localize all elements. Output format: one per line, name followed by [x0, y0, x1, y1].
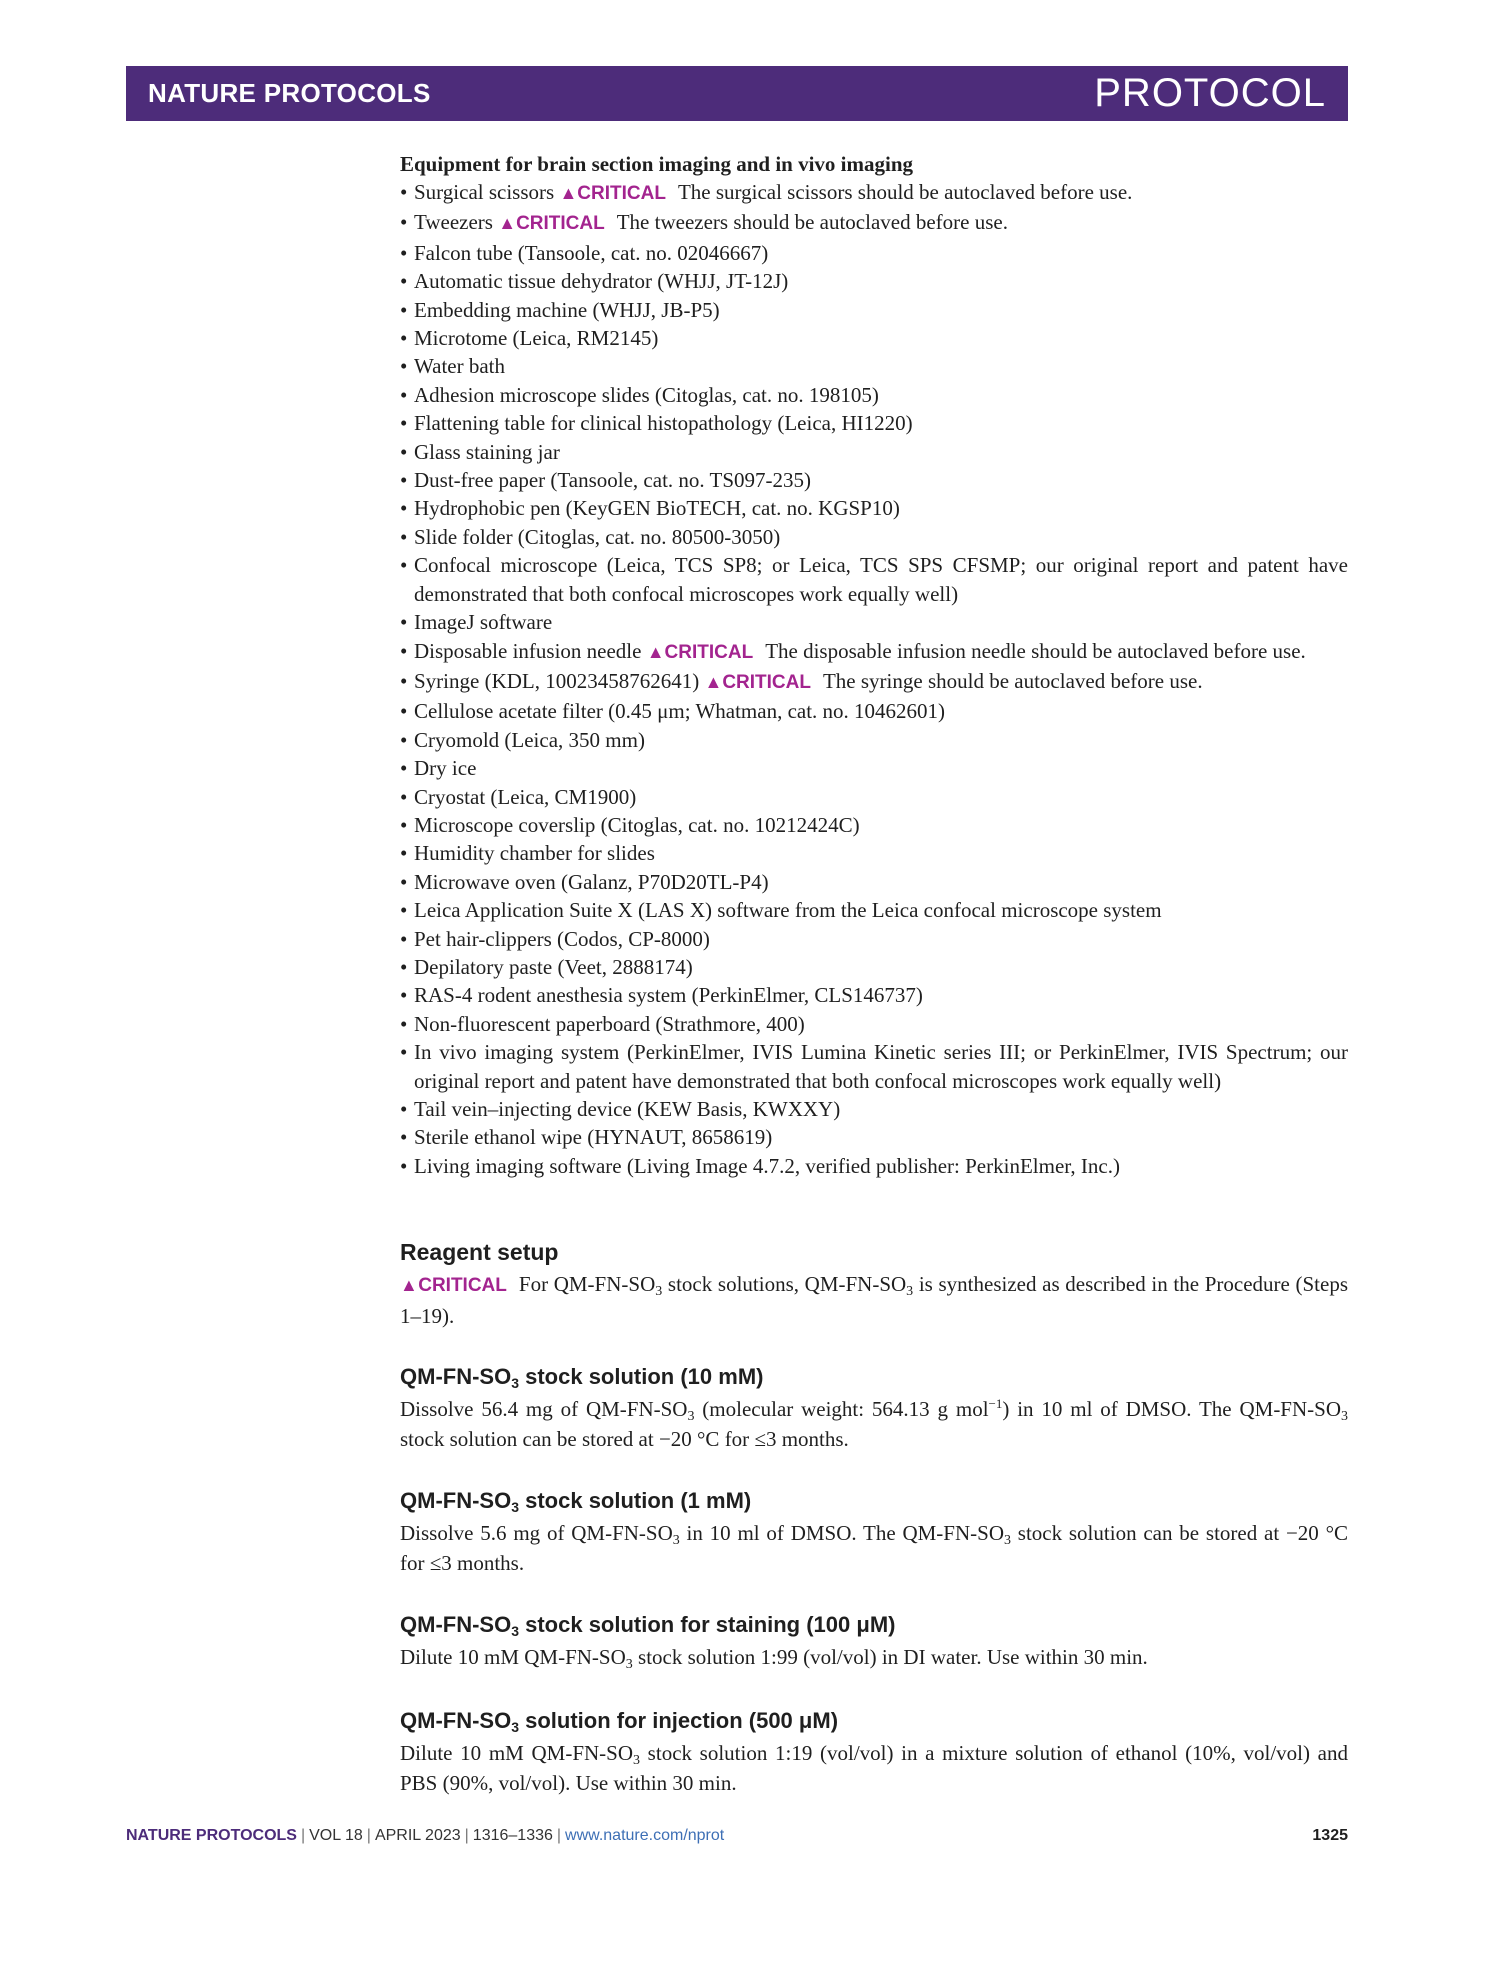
bullet-icon: •	[400, 1040, 408, 1065]
staining-text	[400, 1642, 1348, 1672]
equipment-item-text: Dust-free paper (Tansoole, cat. no. TS097-235)	[414, 468, 812, 493]
subscript: 3	[511, 1719, 519, 1735]
subscript: 3	[672, 1533, 680, 1548]
reagent-setup-section	[400, 1237, 1348, 1331]
bullet-icon: •	[400, 439, 408, 464]
reagent-setup-title: Reagent setup	[400, 1239, 559, 1265]
text: QM-FN-SO	[400, 1612, 512, 1637]
equipment-item-text: Pet hair-clippers (Codos, CP-8000)	[414, 926, 710, 951]
equipment-item	[400, 296, 1348, 324]
subscript: 3	[511, 1623, 519, 1639]
equipment-item-text: Microscope coverslip (Citoglas, cat. no. 10212424C)	[414, 812, 860, 837]
critical-triangle-icon: ▲	[498, 213, 517, 234]
staining-title	[400, 1610, 1348, 1640]
subscript: 3	[511, 1375, 519, 1391]
bullet-icon: •	[400, 898, 408, 923]
text: in 10 ml of DMSO. The QM-FN-SO	[679, 1521, 1004, 1545]
equipment-section	[400, 150, 1348, 1180]
equipment-item	[400, 1095, 1348, 1123]
text: stock solution for staining (100 μM)	[519, 1612, 896, 1637]
equipment-item	[400, 896, 1348, 924]
bullet-icon: •	[400, 668, 408, 693]
staining-section	[400, 1610, 1348, 1672]
bullet-icon: •	[400, 869, 408, 894]
equipment-item-text: Falcon tube (Tansoole, cat. no. 02046667)	[414, 240, 769, 265]
equipment-item	[400, 178, 1348, 208]
subscript: 3	[687, 1409, 695, 1424]
footer-journal: NATURE PROTOCOLS	[126, 1827, 297, 1844]
critical-marker	[559, 183, 665, 204]
equipment-item-text: Cellulose acetate filter (0.45 μm; Whatman, cat. no. 10462601)	[414, 699, 946, 724]
critical-label: CRITICAL	[664, 641, 754, 663]
text: is synthesized as described in the Procedure (Steps 1–19).	[400, 1272, 1348, 1328]
text: stock solution can be stored at −20 °C for ≤3 months.	[400, 1521, 1348, 1575]
critical-note: The syringe should be autoclaved before use.	[822, 668, 1203, 693]
bullet-icon: •	[400, 699, 408, 724]
superscript: −1	[988, 1396, 1003, 1411]
critical-marker	[647, 642, 753, 663]
equipment-item	[400, 783, 1348, 811]
bullet-icon: •	[400, 354, 408, 379]
text: stock solution 1:19 (vol/vol) in a mixture solution of ethanol (10%, vol/vol) and PBS (90%, vol/vol). Use within 30 min.	[400, 1741, 1348, 1795]
critical-marker	[400, 1275, 507, 1296]
text: stock solution (1 mM)	[519, 1488, 752, 1513]
injection-text	[400, 1738, 1348, 1798]
equipment-item-text: In vivo imaging system (PerkinElmer, IVIS Lumina Kinetic series III; or PerkinElmer, IVIS Spectrum; our original report and patent have demonstrated that both confocal microscopes work equally well)	[414, 1040, 1348, 1093]
bullet-icon: •	[400, 841, 408, 866]
equipment-item	[400, 637, 1348, 667]
text: Dissolve 56.4 mg of QM-FN-SO	[400, 1397, 688, 1421]
injection-title	[400, 1706, 1348, 1736]
bullet-icon: •	[400, 727, 408, 752]
bullet-icon: •	[400, 983, 408, 1008]
equipment-item	[400, 811, 1348, 839]
equipment-item	[400, 352, 1348, 380]
equipment-item-text: Glass staining jar	[414, 439, 560, 464]
bullet-icon: •	[400, 269, 408, 294]
equipment-item	[400, 494, 1348, 522]
text: ) in 10 ml of DMSO. The QM-FN-SO	[1002, 1397, 1341, 1421]
stock-10mm-section	[400, 1362, 1348, 1454]
equipment-item-text: Humidity chamber for slides	[414, 841, 655, 866]
equipment-item	[400, 267, 1348, 295]
bullet-icon: •	[400, 382, 408, 407]
equipment-item-text: Automatic tissue dehydrator (WHJJ, JT-12J)	[414, 269, 789, 294]
bullet-icon: •	[400, 638, 408, 663]
equipment-item	[400, 1152, 1348, 1180]
critical-triangle-icon: ▲	[559, 183, 578, 203]
equipment-item-text: RAS-4 rodent anesthesia system (PerkinElmer, CLS146737)	[414, 983, 923, 1008]
bullet-icon: •	[400, 926, 408, 951]
equipment-item-text: Hydrophobic pen (KeyGEN BioTECH, cat. no. KGSP10)	[414, 496, 900, 521]
bullet-icon: •	[400, 812, 408, 837]
page-number: 1325	[1312, 1827, 1348, 1844]
equipment-item	[400, 868, 1348, 896]
text: Dissolve 5.6 mg of QM-FN-SO	[400, 1521, 673, 1545]
equipment-item-text: Non-fluorescent paperboard (Strathmore, 400)	[414, 1011, 805, 1036]
text: stock solutions, QM-FN-SO	[662, 1272, 907, 1296]
text: solution for injection (500 μM)	[519, 1708, 839, 1733]
text: stock solution (10 mM)	[519, 1364, 764, 1389]
equipment-item-text: Tweezers	[414, 210, 493, 235]
stock-10mm-title	[400, 1362, 1348, 1392]
equipment-item-text: Water bath	[414, 354, 506, 379]
stock-1mm-text	[400, 1518, 1348, 1578]
equipment-item-text: Flattening table for clinical histopathology (Leica, HI1220)	[414, 411, 913, 436]
journal-name: NATURE PROTOCOLS	[148, 78, 431, 108]
equipment-item-text: Syringe (KDL, 10023458762641)	[414, 668, 700, 693]
equipment-item	[400, 324, 1348, 352]
bullet-icon: •	[400, 553, 408, 578]
equipment-item-text: Living imaging software (Living Image 4.7.2, verified publisher: PerkinElmer, Inc.)	[414, 1153, 1120, 1178]
equipment-item-text: ImageJ software	[414, 610, 553, 635]
equipment-item	[400, 925, 1348, 953]
equipment-item	[400, 726, 1348, 754]
equipment-item-text: Leica Application Suite X (LAS X) software from the Leica confocal microscope system	[414, 898, 1162, 923]
bullet-icon: •	[400, 326, 408, 351]
equipment-item-text: Cryomold (Leica, 350 mm)	[414, 727, 645, 752]
critical-label: CRITICAL	[516, 213, 605, 235]
equipment-item	[400, 208, 1348, 238]
bullet-icon: •	[400, 1125, 408, 1150]
equipment-item-text: Adhesion microscope slides (Citoglas, cat. no. 198105)	[414, 382, 879, 407]
bullet-icon: •	[400, 524, 408, 549]
equipment-item	[400, 981, 1348, 1009]
critical-triangle-icon: ▲	[400, 1275, 419, 1295]
equipment-item-text: Embedding machine (WHJJ, JB-P5)	[414, 297, 720, 322]
footer-pages: 1316–1336	[472, 1827, 553, 1844]
equipment-item-text: Microwave oven (Galanz, P70D20TL-P4)	[414, 869, 769, 894]
text: For QM-FN-SO	[518, 1272, 656, 1296]
bullet-icon: •	[400, 496, 408, 521]
bullet-icon: •	[400, 180, 408, 204]
critical-marker	[704, 672, 810, 693]
bullet-icon: •	[400, 210, 408, 235]
bullet-icon: •	[400, 756, 408, 781]
equipment-item	[400, 839, 1348, 867]
subscript: 3	[511, 1499, 519, 1515]
critical-note: The surgical scissors should be autoclaved before use.	[677, 180, 1133, 204]
article-type: PROTOCOL	[1094, 71, 1326, 115]
bullet-icon: •	[400, 297, 408, 322]
bullet-icon: •	[400, 468, 408, 493]
bullet-icon: •	[400, 954, 408, 979]
equipment-item	[400, 697, 1348, 725]
equipment-item	[400, 551, 1348, 608]
reagent-setup-text	[400, 1269, 1348, 1331]
bullet-icon: •	[400, 1011, 408, 1036]
bullet-icon: •	[400, 240, 408, 265]
equipment-item-text: Sterile ethanol wipe (HYNAUT, 8658619)	[414, 1125, 773, 1150]
equipment-list	[400, 178, 1348, 1180]
critical-note: The tweezers should be autoclaved before use.	[616, 210, 1008, 235]
stock-1mm-title	[400, 1486, 1348, 1516]
equipment-item	[400, 381, 1348, 409]
critical-triangle-icon: ▲	[646, 641, 665, 662]
footer-url-link[interactable]: www.nature.com/nprot	[565, 1827, 725, 1844]
equipment-item	[400, 608, 1348, 636]
equipment-item-text: Surgical scissors	[414, 180, 555, 204]
stock-10mm-text	[400, 1394, 1348, 1454]
equipment-item-text: Dry ice	[414, 756, 477, 781]
critical-note: The disposable infusion needle should be autoclaved before use.	[765, 638, 1306, 663]
equipment-item	[400, 1038, 1348, 1095]
equipment-item	[400, 1010, 1348, 1038]
text: QM-FN-SO	[400, 1488, 512, 1513]
equipment-item-text: Cryostat (Leica, CM1900)	[414, 784, 637, 809]
stock-1mm-section	[400, 1486, 1348, 1578]
equipment-item-text: Confocal microscope (Leica, TCS SP8; or Leica, TCS SPS CFSMP; our original report and patent have demonstrated that both confocal microscopes work equally well)	[414, 553, 1348, 606]
injection-section	[400, 1706, 1348, 1798]
bullet-icon: •	[400, 411, 408, 436]
equipment-item	[400, 754, 1348, 782]
equipment-item	[400, 409, 1348, 437]
equipment-item-text: Depilatory paste (Veet, 2888174)	[414, 954, 693, 979]
equipment-item	[400, 438, 1348, 466]
subscript: 3	[906, 1284, 914, 1299]
critical-label: CRITICAL	[577, 183, 666, 204]
text: QM-FN-SO	[400, 1364, 512, 1389]
equipment-title: Equipment for brain section imaging and in vivo imaging	[400, 152, 914, 176]
equipment-item-text: Disposable infusion needle	[414, 638, 642, 663]
equipment-item-text: Tail vein–injecting device (KEW Basis, KWXXY)	[414, 1097, 841, 1121]
subscript: 3	[1003, 1533, 1011, 1548]
critical-label: CRITICAL	[722, 671, 811, 693]
equipment-item	[400, 523, 1348, 551]
subscript: 3	[625, 1657, 633, 1672]
equipment-item-text: Microtome (Leica, RM2145)	[414, 326, 659, 351]
critical-triangle-icon: ▲	[704, 671, 723, 692]
footer: NATURE PROTOCOLS | VOL 18 | APRIL 2023 | 1316–1336 | www.nature.com/nprot 1325	[126, 1827, 1348, 1844]
subscript: 3	[633, 1753, 641, 1768]
footer-volume: VOL 18	[309, 1827, 363, 1844]
text: QM-FN-SO	[400, 1708, 512, 1733]
bullet-icon: •	[400, 1153, 408, 1178]
text: stock solution can be stored at −20 °C for ≤3 months.	[400, 1427, 849, 1451]
critical-label: CRITICAL	[418, 1275, 507, 1296]
equipment-item	[400, 239, 1348, 267]
bullet-icon: •	[400, 784, 408, 809]
header-bar	[126, 66, 1348, 121]
equipment-item	[400, 667, 1348, 697]
text: Dilute 10 mM QM-FN-SO	[400, 1741, 634, 1765]
bullet-icon: •	[400, 1097, 408, 1121]
text: (molecular weight: 564.13 g mol	[694, 1397, 989, 1421]
footer-date: APRIL 2023	[374, 1827, 461, 1844]
subscript: 3	[655, 1284, 663, 1299]
text: Dilute 10 mM QM-FN-SO	[400, 1645, 626, 1669]
subscript: 3	[1341, 1409, 1348, 1424]
equipment-item	[400, 953, 1348, 981]
equipment-item	[400, 466, 1348, 494]
equipment-item	[400, 1123, 1348, 1151]
text: stock solution 1:99 (vol/vol) in DI water. Use within 30 min.	[632, 1645, 1148, 1669]
bullet-icon: •	[400, 610, 408, 635]
equipment-item-text: Slide folder (Citoglas, cat. no. 80500-3050)	[414, 524, 781, 549]
critical-marker	[498, 213, 604, 234]
